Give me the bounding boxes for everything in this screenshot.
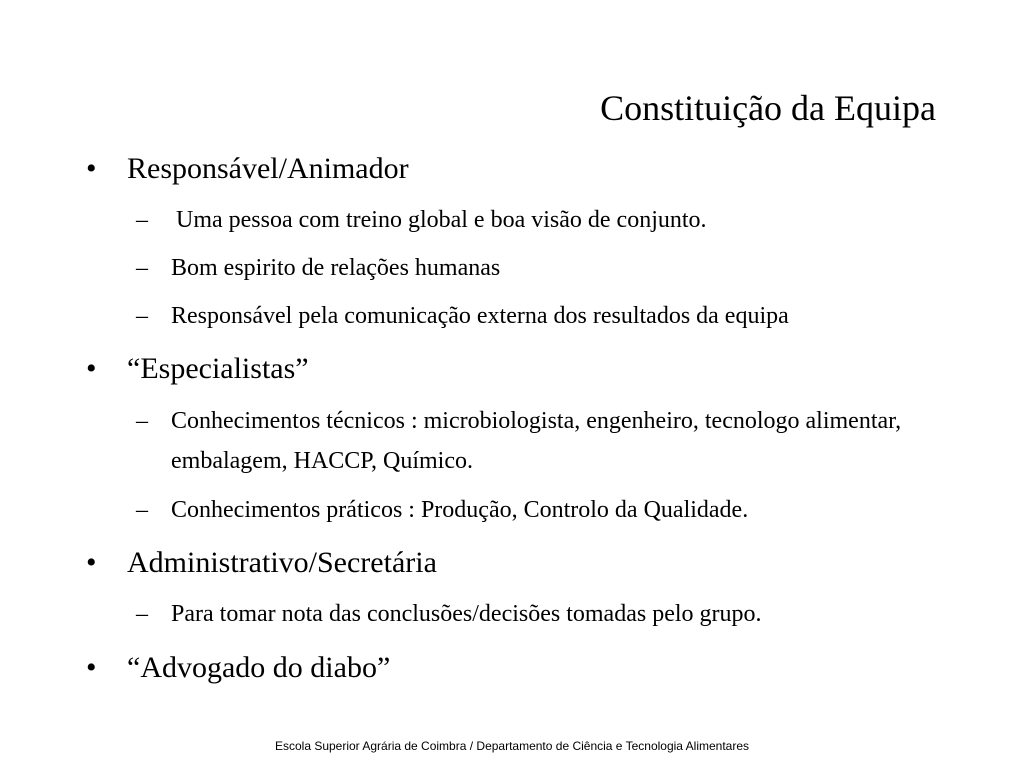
slide-footer: Escola Superior Agrária de Coimbra / Departamento de Ciência e Tecnologia Alimentares: [274, 739, 750, 753]
sub-item-text: Uma pessoa com treino global e boa visão de conjunto.: [176, 207, 707, 233]
dash-symbol: –: [136, 303, 148, 329]
sub-item-text: Responsável pela comunicação externa dos resultados da equipa: [171, 303, 789, 329]
dash-symbol: –: [136, 255, 148, 281]
sub-item-text: Bom espirito de relações humanas: [171, 255, 501, 281]
bullet-text: “Advogado do diabo”: [127, 651, 391, 684]
dash-symbol: –: [136, 601, 148, 627]
dash-symbol: –: [136, 207, 148, 233]
bullet-symbol: •: [86, 152, 97, 185]
bullet-text: Administrativo/Secretária: [127, 546, 437, 579]
dash-symbol: –: [136, 497, 148, 523]
bullet-symbol: •: [86, 352, 97, 385]
bullet-symbol: •: [86, 651, 97, 684]
sub-item-text: Para tomar nota das conclusões/decisões tomadas pelo grupo.: [171, 601, 762, 627]
sub-item-text: Conhecimentos práticos : Produção, Controlo da Qualidade.: [171, 497, 749, 523]
bullet-text: Responsável/Animador: [127, 152, 409, 185]
slide-title: Constituição da Equipa: [600, 88, 936, 128]
dash-symbol: –: [136, 408, 148, 434]
bullet-symbol: •: [86, 546, 97, 579]
bullet-text: “Especialistas”: [127, 352, 309, 385]
sub-item-text: Conhecimentos técnicos : microbiologista, engenheiro, tecnologo alimentar, embalagem, HACCP, Químico.: [171, 408, 902, 474]
